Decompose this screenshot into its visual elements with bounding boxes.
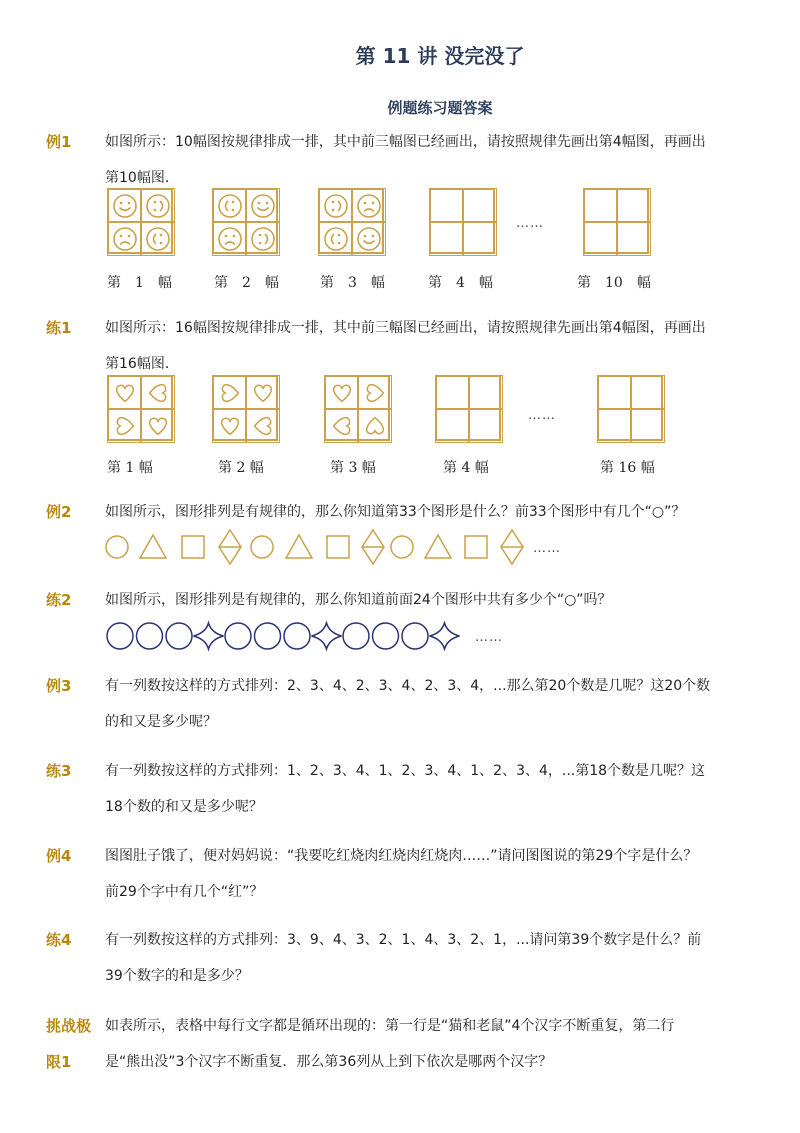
grid-cell xyxy=(630,375,665,410)
problem-text-ex3 xyxy=(105,668,717,740)
grid-cell xyxy=(468,408,503,443)
circle-shape xyxy=(137,623,163,649)
grid-cell xyxy=(245,188,280,223)
square-shape xyxy=(465,536,487,558)
problem-label-ex1: 例1 xyxy=(46,133,72,151)
grid-cell xyxy=(107,375,142,410)
problem-text-line: 39个数字的和是多少？ xyxy=(105,968,249,984)
circle-shape xyxy=(373,623,399,649)
grid-cell xyxy=(630,408,665,443)
heart-icon xyxy=(329,413,355,439)
ellipsis: …… xyxy=(528,408,556,423)
problem-label-pr2: 练2 xyxy=(46,591,72,609)
grid-cell xyxy=(324,408,359,443)
circle-shape xyxy=(343,623,369,649)
heart-icon xyxy=(217,380,243,406)
problem-label-pr3: 练3 xyxy=(46,762,72,780)
heart-icon xyxy=(145,413,171,439)
face-icon xyxy=(355,192,383,220)
problem-text-line: 有一列数按这样的方式排列：1、2、3、4、1、2、3、4、1、2、3、4，...第18个数是几呢？这 xyxy=(105,763,706,779)
square-shape xyxy=(182,536,204,558)
heart-icon xyxy=(362,380,388,406)
grid-cell xyxy=(435,375,470,410)
grid-figure-1 xyxy=(107,375,173,441)
figure-caption: 第 1 幅 xyxy=(107,275,172,291)
figure-caption: 第 4 幅 xyxy=(443,460,489,476)
grid-cell xyxy=(357,408,392,443)
problem-text-pr4 xyxy=(105,922,717,994)
grid-figure-4 xyxy=(435,375,501,441)
problem-text-line: 前29个字中有几个“红”？ xyxy=(105,884,264,900)
grid-figure-3 xyxy=(324,375,390,441)
problem-text-pr3 xyxy=(105,753,717,825)
problem-label-pr4: 练4 xyxy=(46,931,72,949)
face-icon xyxy=(355,225,383,253)
circle-shape xyxy=(225,623,251,649)
problem-text-ex1 xyxy=(105,124,717,196)
grid-cell xyxy=(324,375,359,410)
problem-text-line: 的和又是多少呢？ xyxy=(105,714,217,730)
problem-text-pr1 xyxy=(105,310,717,382)
figure-caption: 第 16 幅 xyxy=(600,460,655,476)
star-shape xyxy=(430,623,460,649)
problem-text-line: 有一列数按这样的方式排列：2、3、4、2、3、4、2、3、4，...那么第20个数是几呢？这20个数 xyxy=(105,678,711,694)
grid-cell xyxy=(435,408,470,443)
grid-cell xyxy=(462,221,497,256)
grid-cell xyxy=(140,375,175,410)
problem-text-line: 图图肚子饿了，便对妈妈说：“我要吃红烧肉红烧肉红烧肉……”请问图图说的第29个字是什么？ xyxy=(105,848,698,864)
problem-text-pr2: 如图所示，图形排列是有规律的，那么你知道前面24个图形中共有多少个“○”吗？ xyxy=(105,592,612,608)
triangle-shape xyxy=(286,535,312,558)
ellipsis: …… xyxy=(533,541,561,556)
heart-icon xyxy=(145,380,171,406)
circle-shape xyxy=(402,623,428,649)
grid-cell xyxy=(107,188,142,223)
grid-cell xyxy=(245,221,280,256)
figure-caption: 第 1 幅 xyxy=(107,460,153,476)
triangle-shape xyxy=(425,535,451,558)
grid-figure-5 xyxy=(583,188,649,254)
ellipsis: …… xyxy=(516,216,544,231)
star-shape xyxy=(194,623,224,649)
grid-figure-2 xyxy=(212,375,278,441)
circle-shape xyxy=(106,536,128,558)
circle-star-sequence-svg xyxy=(103,620,523,652)
grid-cell xyxy=(583,188,618,223)
grid-cell xyxy=(107,221,142,256)
figure-caption: 第 2 幅 xyxy=(218,460,264,476)
face-icon xyxy=(144,225,172,253)
problem-text-line: 第16幅图． xyxy=(105,356,179,372)
problem-text-line: 如表所示，表格中每行文字都是循环出现的：第一行是“猫和老鼠”4个汉字不断重复，第二行 xyxy=(105,1018,675,1034)
face-icon xyxy=(249,225,277,253)
grid-figure-2 xyxy=(212,188,278,254)
rhombus-shape xyxy=(219,530,241,564)
heart-icon xyxy=(217,413,243,439)
figure-caption: 第 3 幅 xyxy=(320,275,385,291)
grid-cell xyxy=(597,408,632,443)
grid-cell xyxy=(357,375,392,410)
label-line: 限1 xyxy=(46,1053,72,1071)
rhombus-shape xyxy=(362,530,384,564)
shape-sequence-svg xyxy=(103,527,603,567)
problem-text-ex4 xyxy=(105,838,717,910)
grid-cell xyxy=(468,375,503,410)
heart-icon xyxy=(112,413,138,439)
problem-text-challenge xyxy=(105,1008,717,1080)
grid-cell xyxy=(245,408,280,443)
figure-caption: 第 3 幅 xyxy=(330,460,376,476)
problem-text-line: 如图所示：10幅图按规律排成一排，其中前三幅图已经画出，请按照规律先画出第4幅图，再画出 xyxy=(105,134,706,150)
grid-cell xyxy=(212,221,247,256)
problem-text-ex2: 如图所示，图形排列是有规律的，那么你知道第33个图形是什么？前33个图形中有几个“○”？ xyxy=(105,504,686,520)
grid-cell xyxy=(429,221,464,256)
circle-shape xyxy=(255,623,281,649)
grid-cell xyxy=(351,188,386,223)
circle-shape xyxy=(107,623,133,649)
grid-cell xyxy=(429,188,464,223)
face-icon xyxy=(111,225,139,253)
problem-text-line: 是“熊出没”3个汉字不断重复．那么第36列从上到下依次是哪两个汉字？ xyxy=(105,1054,553,1070)
problem-label-ex2: 例2 xyxy=(46,503,72,521)
circle-shape xyxy=(284,623,310,649)
page-title: 第 11 讲 没完没了 xyxy=(355,44,525,68)
grid-cell xyxy=(597,375,632,410)
square-shape xyxy=(327,536,349,558)
circle-shape xyxy=(166,623,192,649)
grid-cell xyxy=(212,408,247,443)
grid-cell xyxy=(318,221,353,256)
grid-cell xyxy=(616,188,651,223)
circle-star-sequence xyxy=(103,620,523,652)
face-icon xyxy=(216,225,244,253)
heart-icon xyxy=(112,380,138,406)
problem-text-line: 有一列数按这样的方式排列：3、9、4、3、2、1、4、3、2、1，...请问第39个数字是什么？前 xyxy=(105,932,702,948)
figure-caption: 第 2 幅 xyxy=(214,275,279,291)
grid-figure-5 xyxy=(597,375,663,441)
face-icon xyxy=(322,225,350,253)
section-subtitle: 例题练习题答案 xyxy=(387,99,493,117)
heart-icon xyxy=(250,413,276,439)
grid-cell xyxy=(318,188,353,223)
heart-icon xyxy=(250,380,276,406)
figure-caption: 第 4 幅 xyxy=(428,275,493,291)
face-icon xyxy=(216,192,244,220)
shape-sequence xyxy=(103,527,603,567)
problem-label-ex3: 例3 xyxy=(46,677,72,695)
grid-figure-1 xyxy=(107,188,173,254)
grid-cell xyxy=(140,188,175,223)
face-icon xyxy=(144,192,172,220)
problem-label-challenge xyxy=(46,1008,102,1080)
grid-cell xyxy=(462,188,497,223)
heart-icon xyxy=(329,380,355,406)
triangle-shape xyxy=(140,535,166,558)
grid-figure-4 xyxy=(429,188,495,254)
problem-label-pr1: 练1 xyxy=(46,319,72,337)
circle-shape xyxy=(251,536,273,558)
ellipsis: …… xyxy=(475,630,503,645)
problem-text-line: 18个数的和又是多少呢？ xyxy=(105,799,263,815)
circle-shape xyxy=(391,536,413,558)
grid-cell xyxy=(616,221,651,256)
grid-cell xyxy=(212,375,247,410)
rhombus-shape xyxy=(501,530,523,564)
grid-cell xyxy=(212,188,247,223)
face-icon xyxy=(111,192,139,220)
heart-icon xyxy=(362,413,388,439)
figure-caption: 第 10 幅 xyxy=(577,275,651,291)
grid-cell xyxy=(140,408,175,443)
grid-cell xyxy=(245,375,280,410)
grid-cell xyxy=(351,221,386,256)
label-line: 挑战极 xyxy=(46,1017,92,1035)
grid-figure-3 xyxy=(318,188,384,254)
face-icon xyxy=(322,192,350,220)
star-shape xyxy=(312,623,342,649)
grid-cell xyxy=(107,408,142,443)
face-icon xyxy=(249,192,277,220)
problem-text-line: 第10幅图． xyxy=(105,170,179,186)
problem-label-ex4: 例4 xyxy=(46,847,72,865)
problem-text-line: 如图所示：16幅图按规律排成一排，其中前三幅图已经画出，请按照规律先画出第4幅图，再画出 xyxy=(105,320,706,336)
grid-cell xyxy=(583,221,618,256)
grid-cell xyxy=(140,221,175,256)
